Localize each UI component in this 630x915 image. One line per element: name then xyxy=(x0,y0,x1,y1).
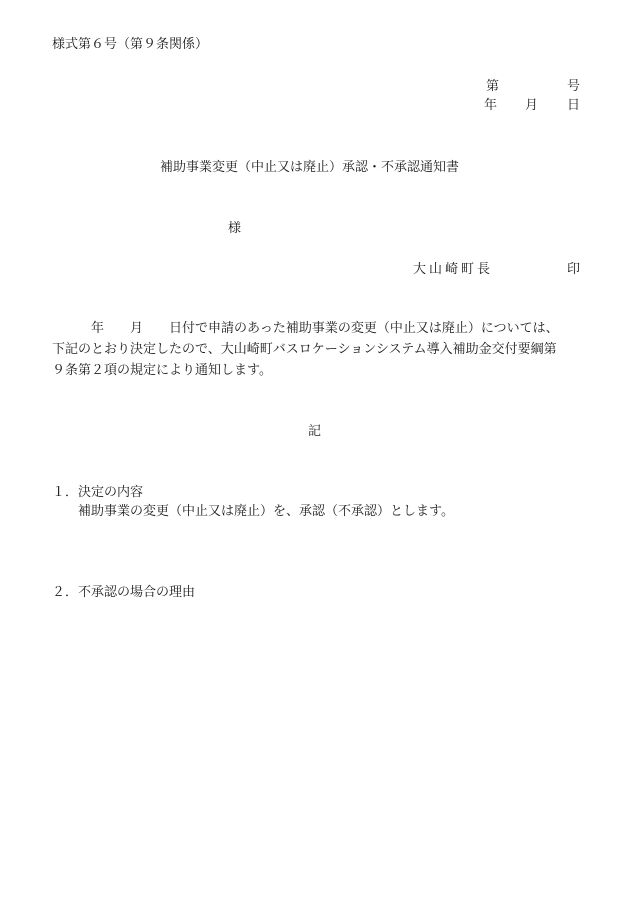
body-line-2: 下記のとおり決定したので、大山崎町バスロケーションシステム導入補助金交付要綱第 xyxy=(52,342,557,357)
date-year-label: 年 xyxy=(484,98,498,113)
ki-heading: 記 xyxy=(308,424,322,439)
doc-number-suffix: 号 xyxy=(566,79,580,94)
section-2-heading: ２．不承認の場合の理由 xyxy=(52,585,196,600)
doc-number-prefix: 第 xyxy=(486,79,500,94)
seal-mark: 印 xyxy=(566,262,580,277)
section-1-content: 補助事業の変更（中止又は廃止）を、承認（不承認）とします。 xyxy=(78,504,454,519)
sender-name: 大山崎町長 xyxy=(413,262,494,277)
body-line-1: 年 月 日付で申請のあった補助事業の変更（中止又は廃止）については、 xyxy=(52,321,559,336)
section-1-heading: １．決定の内容 xyxy=(52,485,144,500)
date-month-label: 月 xyxy=(525,98,539,113)
document-title: 補助事業変更（中止又は廃止）承認・不承認通知書 xyxy=(160,160,460,175)
form-number: 様式第６号（第９条関係） xyxy=(52,37,209,52)
addressee-suffix: 様 xyxy=(228,221,242,236)
body-line-3: ９条第２項の規定により通知します。 xyxy=(52,363,272,378)
date-day-label: 日 xyxy=(567,98,581,113)
